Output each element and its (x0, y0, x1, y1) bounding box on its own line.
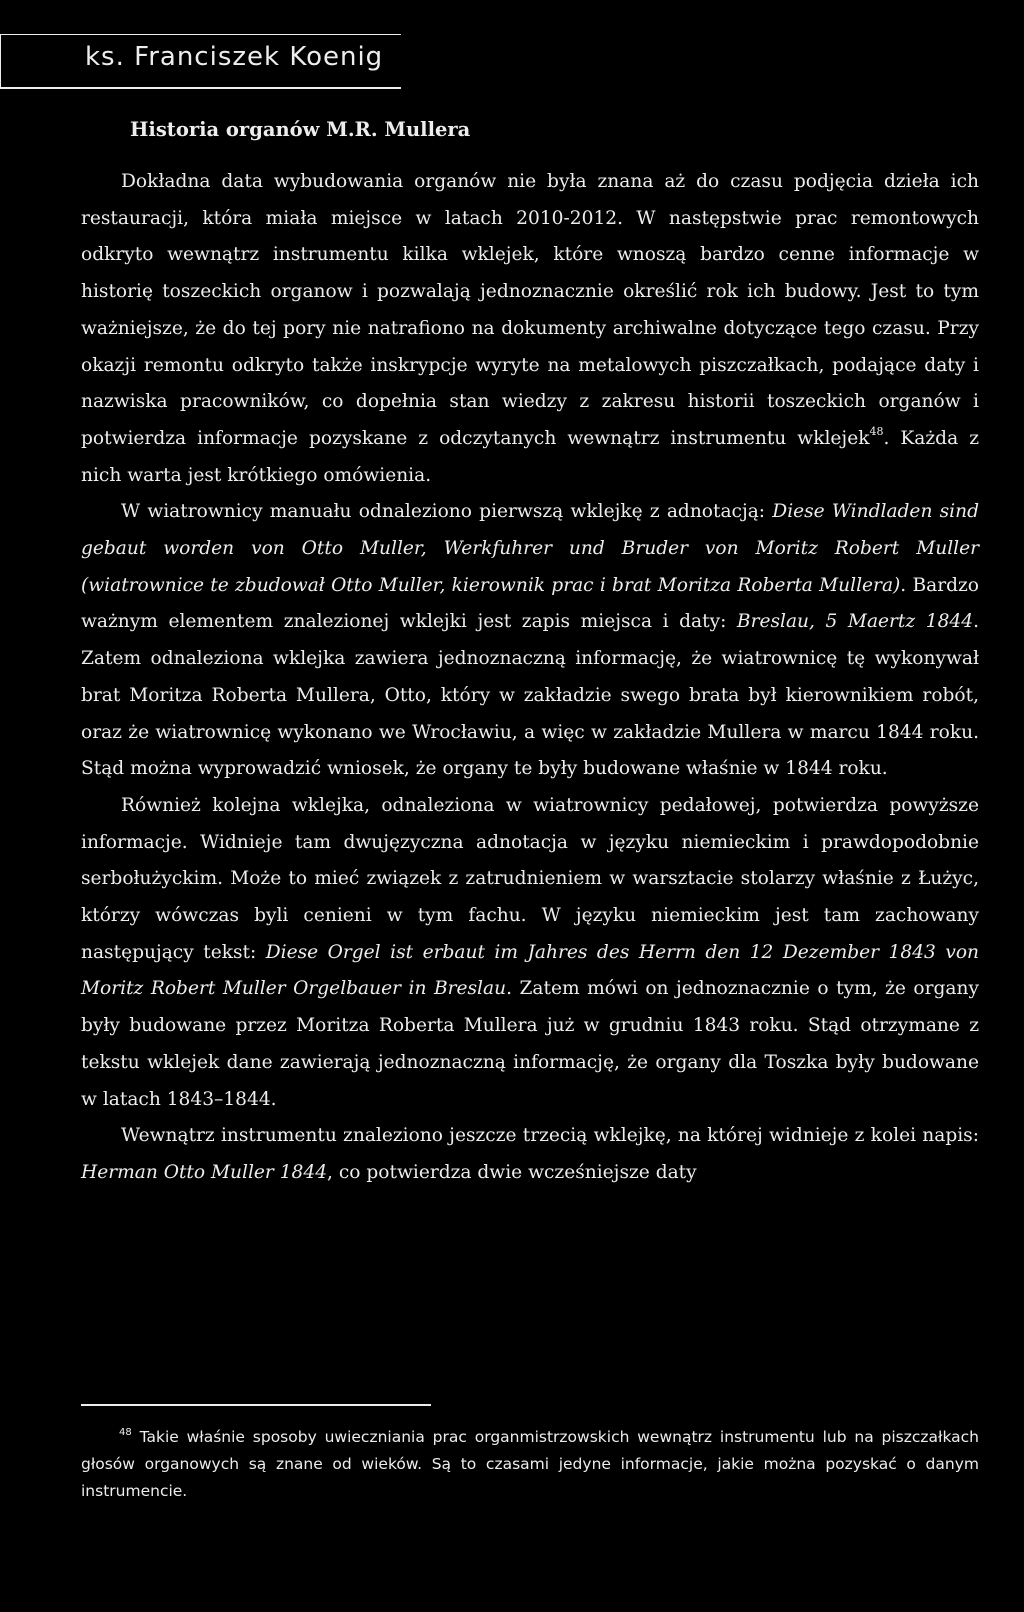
paragraph-2-text-a: W wiatrownicy manuału odnaleziono pierwszą wklejkę z adnotacją: (121, 501, 773, 523)
footnote-number: 48 (119, 1427, 132, 1438)
running-header-author: ks. Franciszek Koenig (85, 42, 384, 72)
paragraph-3-quote-1: Diese Orgel ist erbaut im Jahres des Herrn den 12 Dezember 1843 von Moritz Robert Muller Orgelbauer in Breslau (81, 941, 979, 1000)
paragraph-4-text-b: , co potwierdza dwie wcześniejsze daty (327, 1161, 697, 1183)
paragraph-3 (81, 788, 979, 1118)
paragraph-3-text-a: Również kolejna wklejka, odnaleziona w wiatrownicy pedałowej, potwierdza powyższe informacje. Widnieje tam dwujęzyczna adnotacja w języku niemieckim i prawdopodobnie serbołużyckim. Może to mieć związek z zatrudnieniem w warsztacie stolarzy właśnie z Łużyc, którzy wówczas byli cenieni w tym fachu. W języku niemieckim jest tam zachowany następujący tekst: (81, 794, 979, 963)
footnote-divider (81, 1404, 431, 1406)
paragraph-2-quote-1: Diese Windladen sind gebaut worden von Otto Muller, Werkfuhrer und Bruder von Moritz Robert Muller (wiatrownice te zbudował Otto Muller, kierownik prac i brat Moritza Roberta Mullera) (81, 501, 979, 596)
paragraph-3-text-b: . Zatem mówi on jednoznacznie o tym, że organy były budowane przez Moritza Roberta Mullera już w grudniu 1843 roku. Stąd otrzymane z tekstu wklejek dane zawierają jednoznaczną informację, że organy dla Toszka były budowane w latach 1843–1844. (81, 978, 979, 1110)
paragraph-2 (81, 494, 979, 788)
paragraph-4 (81, 1118, 979, 1191)
footnote (81, 1424, 979, 1505)
paragraph-4-text-a: Wewnątrz instrumentu znaleziono jeszcze trzecią wklejkę, na której widnieje z kolei napis: (121, 1125, 979, 1147)
paragraph-2-text-c: . Zatem odnaleziona wklejka zawiera jednoznaczną informację, że wiatrownicę tę wykonywał brat Moritza Roberta Mullera, Otto, który w zakładzie swego brata był kierownikiem robót, oraz że wiatrownicę wykonano we Wrocławiu, a więc w zakładzie Mullera w marcu 1844 roku. Stąd można wyprowadzić wniosek, że organy te były budowane właśnie w 1844 roku. (81, 611, 979, 780)
paragraph-2-text-b: . Bardzo ważnym elementem znalezionej wklejki jest zapis miejsca i daty: (81, 574, 979, 633)
article-body (81, 164, 979, 1192)
paragraph-1-text-b: . Każda z nich warta jest krótkiego omówienia. (81, 427, 979, 486)
footnote-text: Takie właśnie sposoby uwieczniania prac organmistrzowskich wewnątrz instrumentu lub na piszczałkach głosów organowych są znane od wieków. Są to czasami jedyne informacje, jakie można pozyskać o danym instrumencie. (81, 1428, 979, 1500)
paragraph-1-text-a: Dokładna data wybudowania organów nie była znana aż do czasu podjęcia dzieła ich restauracji, która miała miejsce w latach 2010-2012. W następstwie prac remontowych odkryto wewnątrz instrumentu kilka wklejek, które wnoszą bardzo cenne informacje w historię toszeckich organow i pozwalają jednoznacznie określić rok ich budowy. Jest to tym ważniejsze, że do tej pory nie natrafiono na dokumenty archiwalne dotyczące tego czasu. Przy okazji remontu odkryto także inskrypcje wyryte na metalowych piszczałkach, podające daty i nazwiska pracowników, co dopełnia stan wiedzy z zakresu historii toszeckich organów i potwierdza informacje pozyskane z odczytanych wewnątrz instrumentu wklejek (81, 171, 979, 449)
section-title: Historia organów M.R. Mullera (130, 118, 471, 141)
paragraph-4-quote-1: Herman Otto Muller 1844 (81, 1161, 328, 1183)
footnote-reference: 48 (869, 424, 884, 438)
paragraph-1 (81, 164, 979, 494)
paragraph-2-quote-2: Breslau, 5 Maertz 1844 (736, 611, 974, 633)
